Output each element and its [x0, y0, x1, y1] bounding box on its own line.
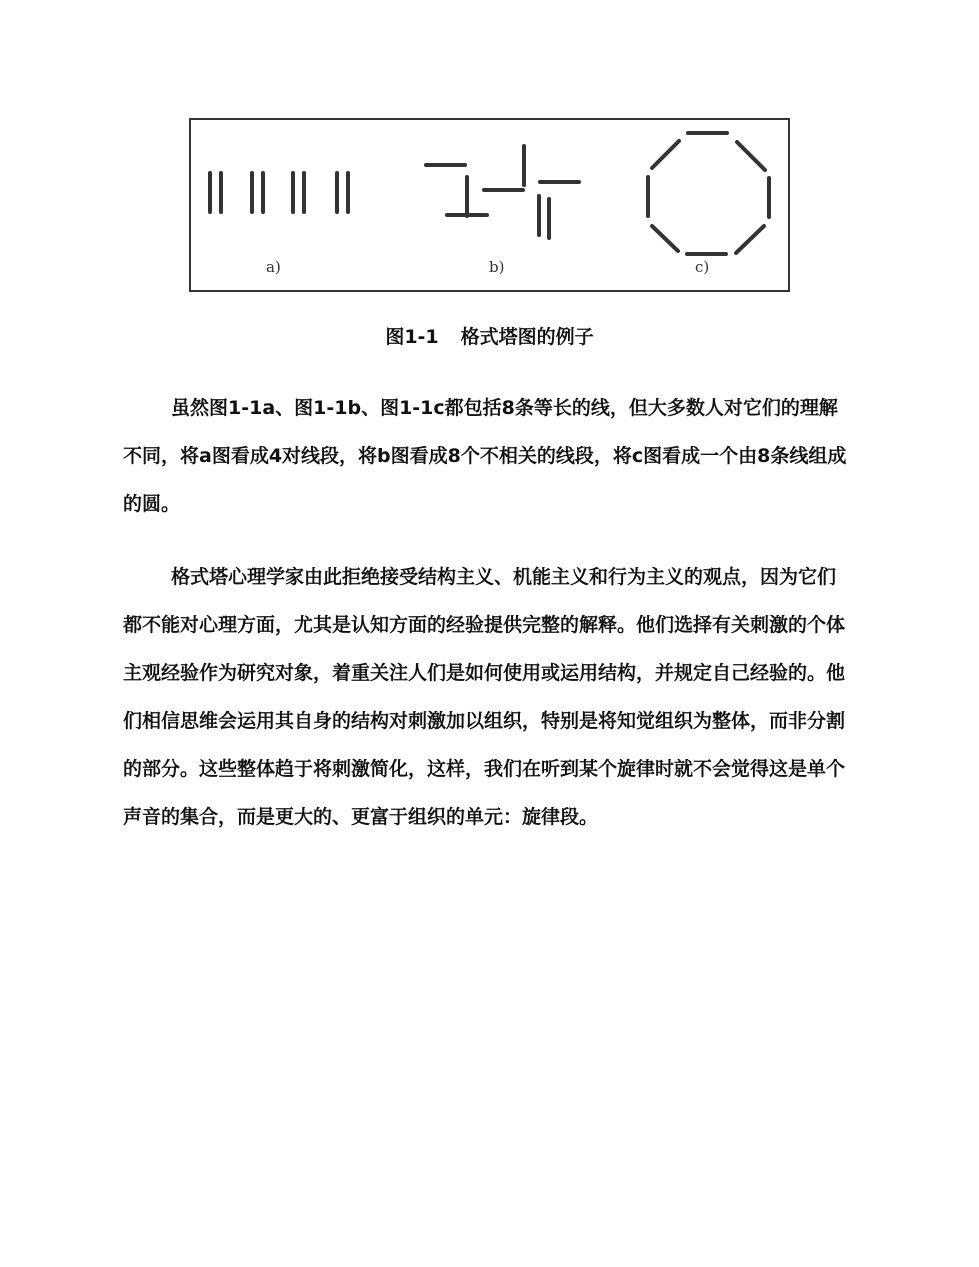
body-paragraph-2: 格式塔心理学家由此拒绝接受结构主义、机能主义和行为主义的观点，因为它们都不能对心理方面，尤其是认知方面的经验提供完整的解释。他们选择有关刺激的个体主观经验作为研究对象，着重关注人们是如何使用或运用结构，并规定自己经验的。他们相信思维会运用其自身的结构对刺激加以组织，特别是将知觉组织为整体，而非分割的部分。这些整体趋于将刺激简化，这样，我们在听到某个旋律时就不会觉得这是单个声音的集合，而是更大的、更富于组织的单元：旋律段。 — [123, 566, 846, 828]
figure-label-a: a) — [266, 258, 281, 276]
figure-caption-text: 格式塔图的例子 — [460, 326, 594, 348]
figure-caption — [0, 322, 979, 349]
figure-c-octagon — [648, 133, 769, 254]
figure-b-scattered-lines — [426, 146, 579, 238]
figure-label-c: c) — [695, 258, 710, 276]
figure-a-line-pairs — [210, 173, 348, 212]
body-paragraph-1: 虽然图1-1a、图1-1b、图1-1c都包括8条等长的线，但大多数人对它们的理解不同，将a图看成4对线段，将b图看成8个不相关的线段，将c图看成一个由8条线组成的圆。 — [123, 397, 847, 515]
figure-caption-number: 图1-1 — [385, 326, 439, 348]
figure-label-b: b) — [489, 258, 505, 276]
